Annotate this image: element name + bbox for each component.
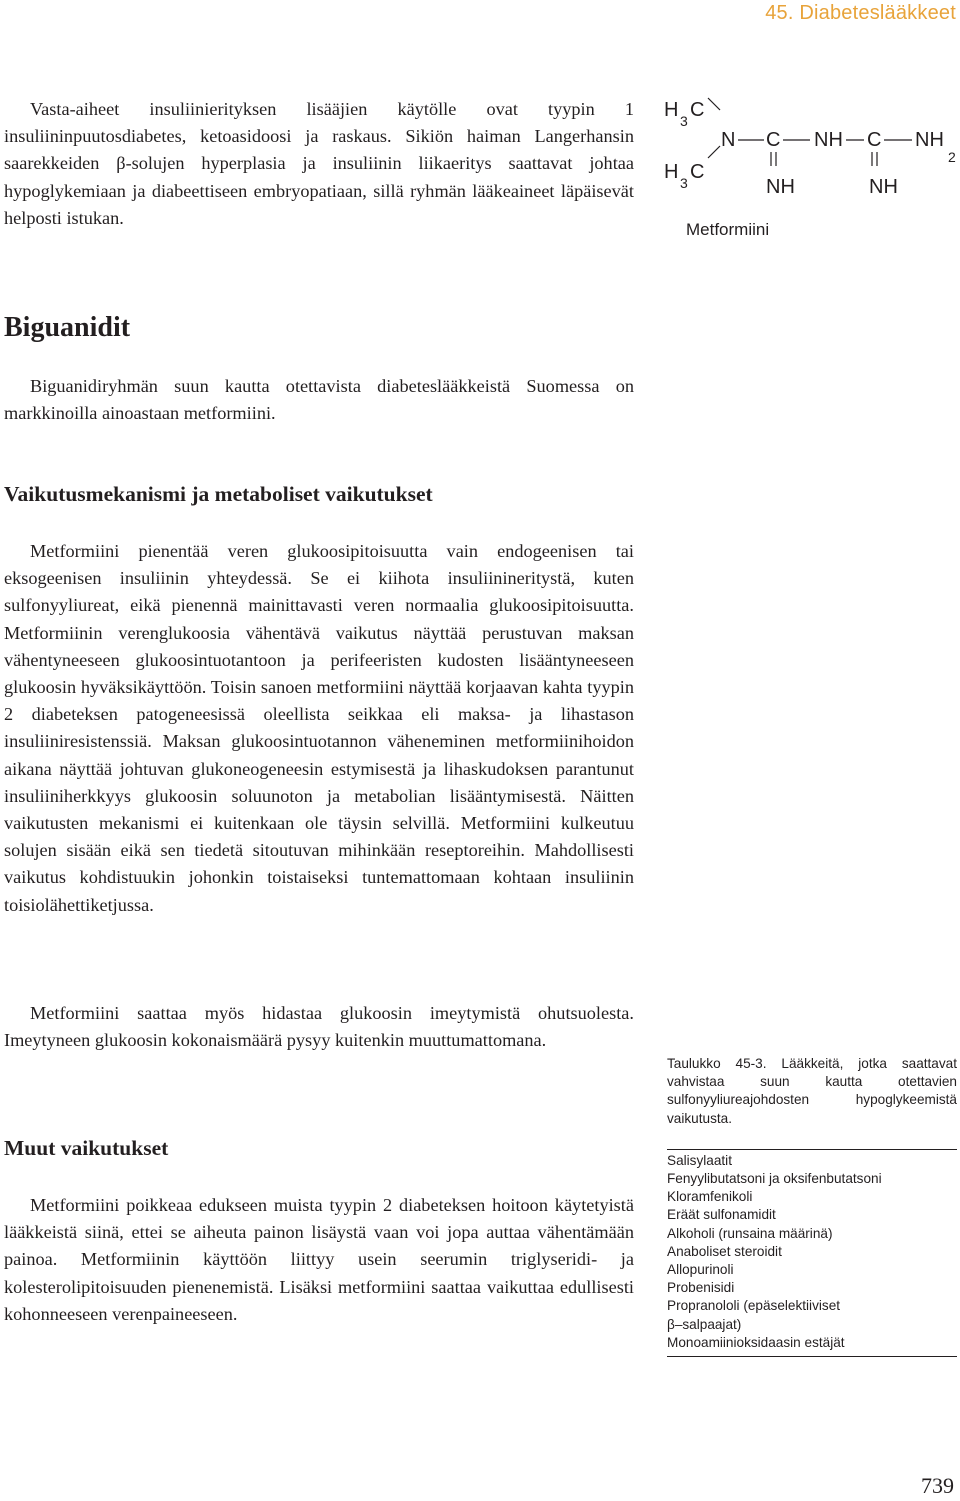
page-number: 739 [921,1473,954,1498]
methyl-group-top [664,99,704,129]
list-item: Eräät sulfonamidit [667,1207,776,1223]
subscript-3: 3 [680,113,688,129]
section-heading-muut-vaikutukset: Muut vaikutukset [4,1136,169,1160]
muut-paragraph: Metformiini poikkeaa edukseen muista tyypin 2 diabeteksen hoitoon käytetyistä lääkkeistä siinä, ettei se aiheuta painon lisäystä vaan voi jopa auttaa vähentämään painoa. Metformiinin käyttöön liittyy usein seerumin triglyseridi- ja kolesterolipitoisuuden pienenemistä. Lisäksi metformiini saattaa vaikuttaa edullisesti kohonneeseen verenpaineeseen. [4,1195,634,1324]
vaikutus-paragraph-1: Metformiini pienentää veren glukoosipitoisuutta vain endogeenisen tai eksogeenisen insuliinin yhteydessä. Se ei kiihota insuliinineritystä, kuten sulfonyyliureat, eikä pienennä mainittavasti veren normaalia glukoosipitoisuutta. Metformiinin verenglukoosia vähentävä vaikutus näyttää perustuvan maksan vähentyneeseen glukoosintuotantoon ja perifeeristen kudosten lisääntyneeseen glukoosin hyväksikäyttöön. Toisin sanoen metformiini näyttää korjaavan kahta tyypin 2 diabeteksen patogeneesissä oleellista seikkaa eli maksa- ja lihastason insuliiniresistenssiä. Maksan glukoosintuotannon väheneminen metformiinihoidon aikana näyttää johtuvan glukoneogeneesin estymisestä ja lihaskudoksen parantunut insuliiniherkkyys glukoosin soluunoton ja metabolian lisääntymisestä. Näitten vaikutusten mekanismi ei kuitenkaan ole täysin selvillä. Metformiini kulkeutuu solujen sisään eikä sen tiedetä sitoutuvan mihinkään reseptoreihin. Mahdollisesti vaikutus kohdistuukin johonkin toistaiseksi tuntemattomaan kohtaan insuliinin toisiolähettiketjussa. [4,541,634,915]
list-item: Monoamiinioksidaasin estäjät [667,1334,845,1350]
biguanidit-paragraph: Biguanidiryhmän suun kautta otettavista diabeteslääkkeistä Suomessa on markkinoilla ainoastaan metformiini. [4,376,634,424]
list-item: Kloramfenikoli [667,1189,753,1205]
list-item: Alkoholi (runsaina määrinä) [667,1225,833,1241]
subscript-3: 3 [680,175,688,191]
intro-paragraph: Vasta-aiheet insuliinierityksen lisääjien käytölle ovat tyypin 1 insuliininpuutosdiabetes, ketoasidoosi ja raskaus. Sikiön haiman Langerhansin saarekkeiden β-solujen hyperplasia ja insuliinin liikaeritys saattavat johtaa hypoglykemiaan ja diabeettiseen embryopatiaan, sillä ryhmän lääkeaineet läpäisevät helposti istukan. [4,99,634,228]
formula-label: Metformiini [686,220,770,239]
methyl-group-bottom [664,161,704,191]
atom-n: N [721,129,736,151]
list-item: β–salpaajat) [667,1316,742,1332]
atom-nh: NH [814,129,843,151]
running-head: 45. Diabeteslääkkeet [765,2,956,24]
atom-c: C [690,99,705,121]
atom-c: C [867,129,882,151]
subscript-2: 2 [948,149,956,165]
atom-h: H [664,99,679,121]
atom-c: C [690,161,705,183]
vaikutus-paragraph-2: Metformiini saattaa myös hidastaa glukoosin imeytymistä ohutsuolesta. Imeytyneen glukoosin kokonaismäärä pysyy kuitenkin muuttumattomana. [4,1003,634,1051]
atom-nh: NH [915,129,944,151]
atom-c: C [766,129,781,151]
bond-line [708,98,720,110]
list-item: Fenyylibutatsoni ja oksifenbutatsoni [667,1171,882,1187]
atom-nh: NH [766,176,795,198]
drug-list [667,1149,957,1357]
list-item: Propranololi (epäselektiiviset [667,1298,841,1314]
list-item: Anaboliset steroidit [667,1243,782,1259]
atom-nh: NH [869,176,898,198]
list-item: Salisylaatit [667,1152,732,1168]
table-caption: Taulukko 45-3. Lääkkeitä, jotka saattavat vahvistaa suun kautta otettavien sulfonyyliureajohdosten hypoglykeemistä vaikutusta. [667,1056,957,1126]
section-heading-vaikutusmekanismi: Vaikutusmekanismi ja metaboliset vaikutukset [4,482,433,506]
bond-line [708,146,720,158]
section-heading-biguanidit: Biguanidit [4,312,131,343]
list-item: Allopurinoli [667,1262,734,1278]
table-45-3 [667,1055,957,1357]
list-item: Probenisidi [667,1280,735,1296]
atom-h: H [664,161,679,183]
metformin-structure-diagram [658,90,958,250]
